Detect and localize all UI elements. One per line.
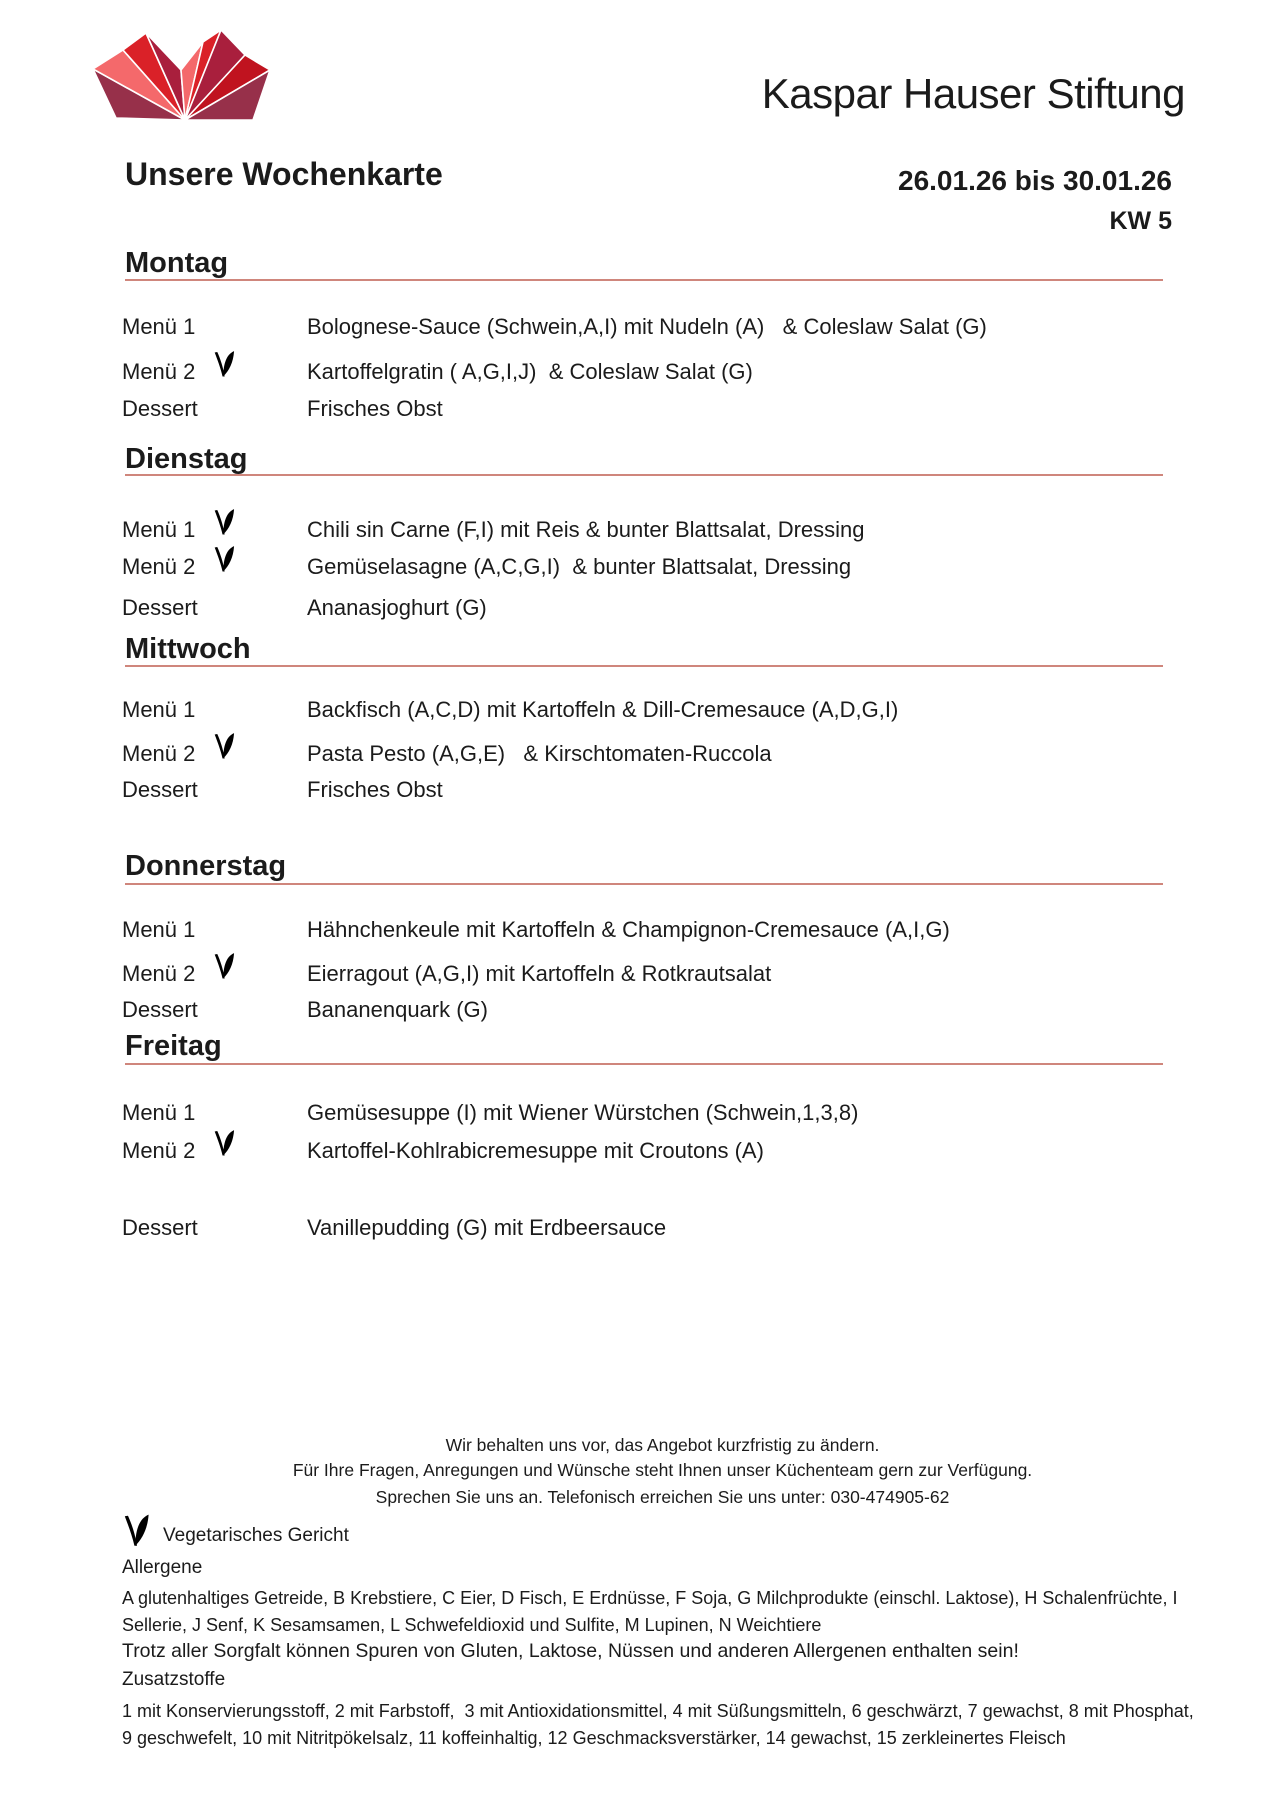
allergens-heading: Allergene [122, 1557, 203, 1578]
menu-label-text: Menü 2 [122, 554, 196, 579]
menu-description: Kartoffel-Kohlrabicremesuppe mit Croutons (A) [307, 1138, 764, 1163]
allergens-line-1: A glutenhaltiges Getreide, B Krebstiere, C Eier, D Fisch, E Erdnüsse, F Soja, G Milchprodukte (einschl. Laktose), H Schalenfrüchte, I [122, 1588, 1178, 1608]
menu-label [122, 961, 307, 987]
menu-description: Hähnchenkeule mit Kartoffeln & Champignon-Cremesauce (A,I,G) [307, 917, 950, 942]
menu-label-text: Menü 2 [122, 961, 196, 986]
vegetarian-icon [211, 545, 235, 574]
day-heading-freitag: Freitag [125, 1030, 222, 1062]
menu-label-text: Menü 1 [122, 917, 196, 942]
menu-label-text: Menü 2 [122, 359, 196, 384]
additives-line-1: 1 mit Konservierungsstoff, 2 mit Farbstoff, 3 mit Antioxidationsmittel, 4 mit Süßungsmitteln, 6 geschwärzt, 7 gewachst, 8 mit Phosphat, [122, 1701, 1194, 1721]
menu-label-text: Dessert [122, 997, 198, 1022]
day-heading-donnerstag: Donnerstag [125, 850, 287, 882]
menu-label [122, 997, 307, 1023]
menu-description: Frisches Obst [307, 777, 443, 802]
menu-row [122, 961, 1240, 987]
brand-title: Kaspar Hauser Stiftung [761, 70, 1185, 117]
menu-row [122, 697, 1240, 723]
menu-description: Eierragout (A,G,I) mit Kartoffeln & Rotkrautsalat [307, 961, 772, 986]
menu-row [122, 396, 1240, 422]
vegetarian-icon [211, 350, 235, 379]
menu-label-text: Menü 1 [122, 314, 196, 339]
section-rule [125, 279, 1163, 281]
menu-label [122, 517, 307, 543]
menu-label-text: Menü 2 [122, 741, 196, 766]
menu-description: Bolognese-Sauce (Schwein,A,I) mit Nudeln (A) & Coleslaw Salat (G) [307, 314, 987, 339]
menu-label-text: Menü 1 [122, 517, 196, 542]
vegetarian-icon [211, 732, 235, 761]
menu-description: Bananenquark (G) [307, 997, 488, 1022]
vegetarian-legend-label: Vegetarisches Gericht [163, 1525, 349, 1546]
menu-description: Frisches Obst [307, 396, 443, 421]
day-heading-dienstag: Dienstag [125, 443, 248, 475]
menu-description: Chili sin Carne (F,I) mit Reis & bunter Blattsalat, Dressing [307, 517, 865, 542]
menu-label-text: Menü 1 [122, 1100, 196, 1125]
additives-line-2: 9 geschwefelt, 10 mit Nitritpökelsalz, 11 koffeinhaltig, 12 Geschmacksverstärker, 14 gewachst, 15 zerkleinertes Fleisch [122, 1728, 1066, 1748]
menu-label [122, 917, 307, 943]
menu-label-text: Menü 2 [122, 1138, 196, 1163]
menu-row [122, 554, 1240, 580]
menu-row [122, 777, 1240, 803]
additives-heading: Zusatzstoffe [122, 1669, 226, 1690]
menu-row [122, 314, 1240, 340]
vegetarian-legend-icon [120, 1514, 150, 1548]
menu-row [122, 359, 1240, 385]
menu-label [122, 697, 307, 723]
menu-description: Backfisch (A,C,D) mit Kartoffeln & Dill-Cremesauce (A,D,G,I) [307, 697, 899, 722]
menu-description: Pasta Pesto (A,G,E) & Kirschtomaten-Ruccola [307, 741, 772, 766]
menu-label [122, 741, 307, 767]
vegetarian-icon [211, 952, 235, 981]
menu-label [122, 1138, 307, 1164]
allergens-line-2: Sellerie, J Senf, K Sesamsamen, L Schwefeldioxid und Sulfite, M Lupinen, N Weichtiere [122, 1615, 822, 1635]
menu-label [122, 777, 307, 803]
menu-description: Ananasjoghurt (G) [307, 595, 487, 620]
menu-row [122, 1215, 1240, 1241]
kaspar-hauser-logo-icon [93, 30, 273, 122]
menu-label [122, 1215, 307, 1241]
date-range: 26.01.26 bis 30.01.26 [898, 165, 1172, 196]
menu-row [122, 741, 1240, 767]
menu-label [122, 554, 307, 580]
menu-label-text: Dessert [122, 595, 198, 620]
section-rule [125, 1063, 1163, 1065]
menu-label [122, 1100, 307, 1126]
day-heading-montag: Montag [125, 247, 229, 279]
note-change-disclaimer: Wir behalten uns vor, das Angebot kurzfristig zu ändern. [445, 1435, 880, 1455]
section-rule [125, 474, 1163, 476]
menu-description: Gemüselasagne (A,C,G,I) & bunter Blattsalat, Dressing [307, 554, 852, 579]
menu-description: Vanillepudding (G) mit Erdbeersauce [307, 1215, 667, 1240]
note-kitchen-team: Für Ihre Fragen, Anregungen und Wünsche steht Ihnen unser Küchenteam gern zur Verfügung. [292, 1460, 1033, 1480]
allergen-warning: Trotz aller Sorgfalt können Spuren von Gluten, Laktose, Nüssen und anderen Allergenen enthalten sein! [122, 1640, 1019, 1662]
day-heading-mittwoch: Mittwoch [125, 633, 251, 665]
menu-row [122, 1100, 1240, 1126]
menu-row [122, 595, 1240, 621]
section-rule [125, 883, 1163, 885]
menu-description: Kartoffelgratin ( A,G,I,J) & Coleslaw Salat (G) [307, 359, 753, 384]
menu-label [122, 396, 307, 422]
menu-row [122, 1138, 1240, 1164]
menu-label [122, 359, 307, 385]
section-rule [125, 665, 1163, 667]
menu-label-text: Dessert [122, 396, 198, 421]
menu-description: Gemüsesuppe (I) mit Wiener Würstchen (Schwein,1,3,8) [307, 1100, 859, 1125]
menu-label-text: Dessert [122, 777, 198, 802]
vegetarian-icon [211, 1129, 235, 1158]
menu-row [122, 517, 1240, 543]
vegetarian-icon [211, 508, 235, 537]
menu-label [122, 314, 307, 340]
calendar-week: KW 5 [1109, 207, 1172, 235]
note-phone: Sprechen Sie uns an. Telefonisch erreichen Sie uns unter: 030-474905-62 [375, 1487, 950, 1507]
page-title: Unsere Wochenkarte [125, 156, 443, 192]
menu-row [122, 917, 1240, 943]
menu-label-text: Menü 1 [122, 697, 196, 722]
menu-row [122, 997, 1240, 1023]
menu-label-text: Dessert [122, 1215, 198, 1240]
menu-label [122, 595, 307, 621]
